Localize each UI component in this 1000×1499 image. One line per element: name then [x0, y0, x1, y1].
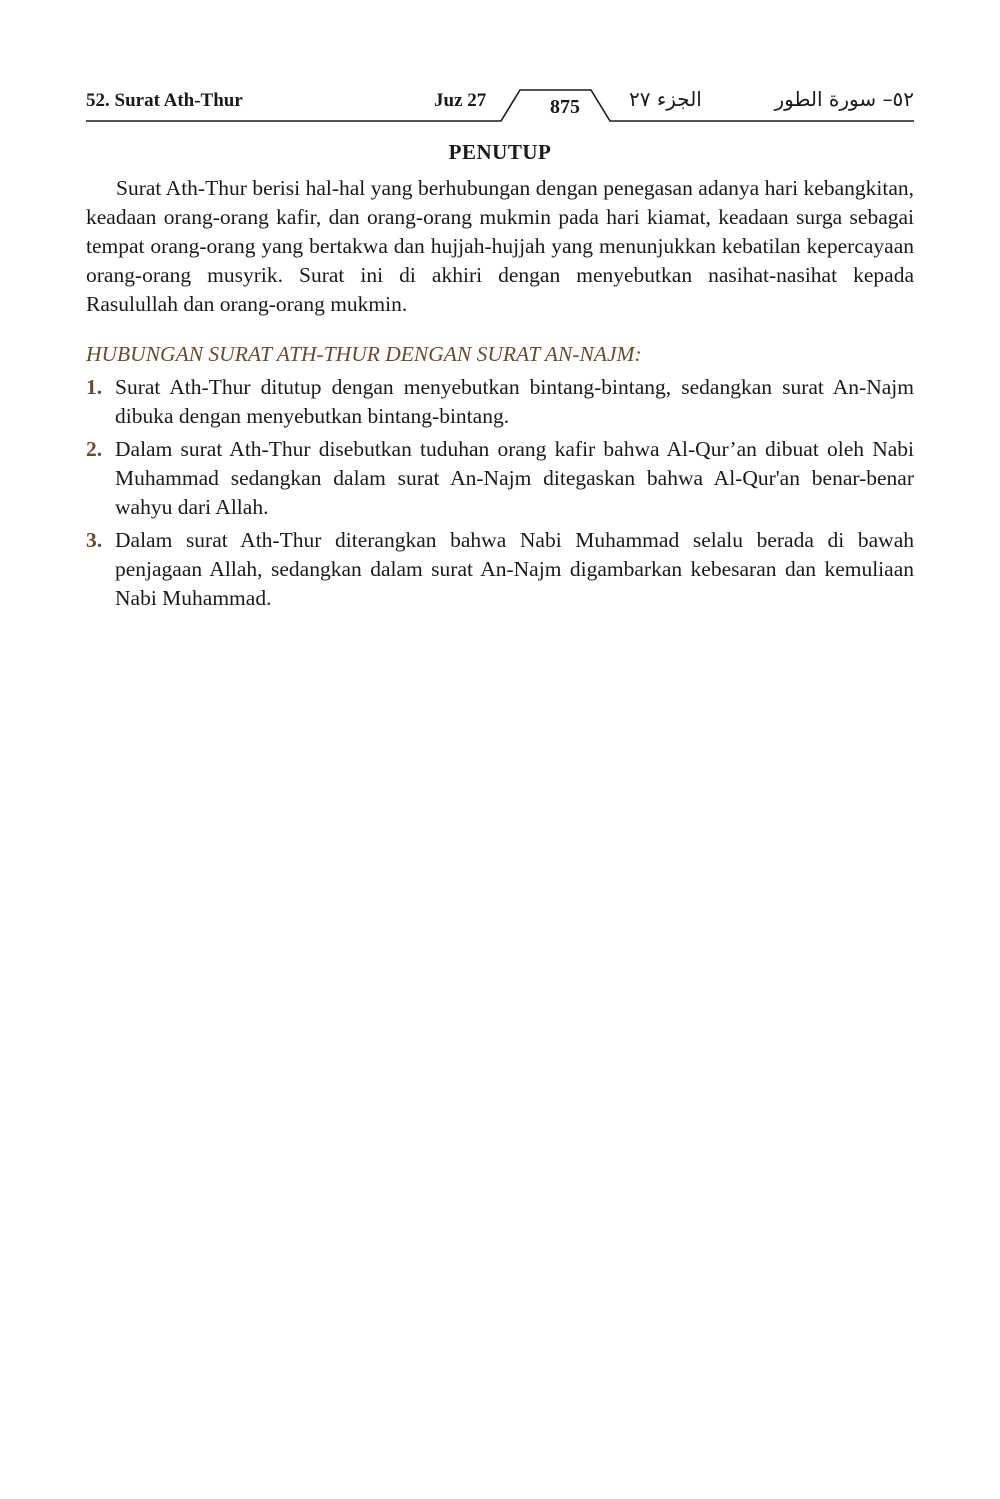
juz-label: Juz 27	[434, 90, 487, 111]
list-item	[86, 526, 914, 613]
page-number: 875	[550, 96, 580, 118]
list-item	[86, 435, 914, 522]
relation-list	[86, 373, 914, 617]
page-header	[86, 84, 914, 124]
arabic-surah-title: ٥٢– سورة الطور	[774, 87, 914, 111]
running-title: 52. Surat Ath-Thur	[86, 90, 243, 111]
list-text: Dalam surat Ath-Thur diterangkan bahwa Nabi Muhammad selalu berada di bawah penjagaan Allah, sedangkan dalam surat An-Najm digambarkan kebesaran dan kemuliaan Nabi Muhammad.	[115, 528, 914, 610]
list-text: Surat Ath-Thur ditutup dengan menyebutkan bintang-bintang, sedangkan surat An-Najm dibuka dengan menyebutkan bintang-bintang.	[115, 375, 914, 428]
list-number: 3.	[86, 528, 103, 552]
list-text: Dalam surat Ath-Thur disebutkan tuduhan orang kafir bahwa Al-Qur’an dibuat oleh Nabi Muhammad sedangkan dalam surat An-Najm ditegaskan bahwa Al-Qur'an benar-benar wahyu dari Allah.	[115, 437, 914, 519]
closing-paragraph: Surat Ath-Thur berisi hal-hal yang berhubungan dengan penegasan adanya hari kebangkitan, keadaan orang-orang kafir, dan orang-orang mukmin pada hari kiamat, keadaan surga sebagai tempat orang-orang yang bertakwa dan hujjah-hujjah yang menunjukkan kebatilan kepercayaan orang-orang musyrik. Surat ini di akhiri dengan menyebutkan nasihat-nasihat kepada Rasulullah dan orang-orang mukmin.	[86, 176, 914, 316]
list-item	[86, 373, 914, 431]
relation-heading: HUBUNGAN SURAT ATH-THUR DENGAN SURAT AN-NAJM:	[86, 342, 642, 366]
section-title: PENUTUP	[448, 140, 552, 164]
arabic-juz-label: الجزء ٢٧	[629, 87, 702, 111]
list-number: 1.	[86, 375, 103, 399]
list-number: 2.	[86, 437, 103, 461]
